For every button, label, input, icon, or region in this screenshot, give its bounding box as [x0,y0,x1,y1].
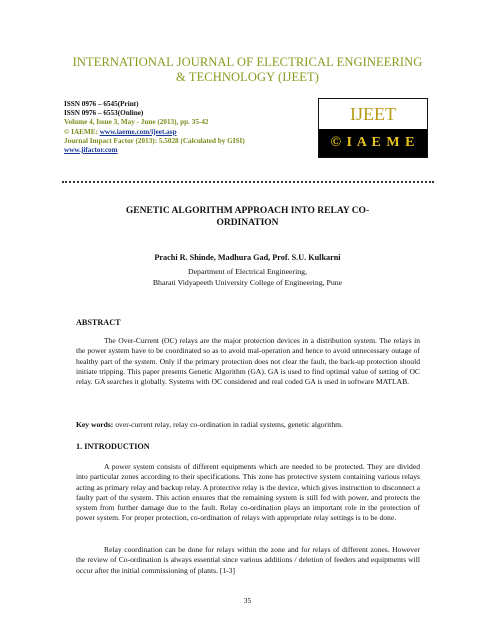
introduction-para2 [76,545,420,576]
journal-title-line2: & TECHNOLOGY (IJEET) [176,70,319,84]
introduction-para1 [76,462,420,524]
affiliation [60,267,435,288]
journal-title-line1: INTERNATIONAL JOURNAL OF ELECTRICAL ENGINEERING [72,55,423,69]
keywords [76,420,420,429]
jifactor-link[interactable]: www.jifactor.com [64,146,118,155]
keywords-text: over-current relay, relay co-ordination in radial systems, genetic algorithm. [113,420,343,429]
affiliation-line2: Bharati Vidyapeeth University College of Engineering, Pune [152,277,343,287]
volume-info: Volume 4, Issue 3, May - June (2013), pp. 35-42 [64,118,209,127]
iaeme-link[interactable]: www.iaeme.com/ijeet.asp [99,127,177,136]
logo-iaeme: © I A E M E [319,129,427,157]
authors: Prachi R. Shinde, Madhura Gad, Prof. S.U. Kulkarni [154,253,341,262]
introduction-para1-text: A power system consists of different equipments which are needed to be protected. They are divided into particular zones according to their specifications. This zone has protective system containing various relays acting as primary relay and backup relay. A protective relay is the device, which gives instruction to disconnect a faulty part of the system. This action ensures that the remaining system is still fed with power, and protects the system from further damage due to the fault. Relay co-ordination plays an important role in the protection of power system. For proper protection, co-ordination of relays with appropriate relay settings is to be done. [76,462,420,523]
page-number: 35 [243,596,252,605]
journal-title [40,55,455,85]
issn-print: ISSN 0976 – 6545(Print) [64,100,139,108]
iaeme-prefix: © IAEME: [64,127,100,136]
issn-online: ISSN 0976 – 6553(Online) [64,109,144,118]
abstract-heading: ABSTRACT [76,318,121,327]
journal-logo [318,98,428,158]
header-divider [62,181,434,183]
publication-info [64,100,245,155]
introduction-heading: 1. INTRODUCTION [76,442,150,451]
impact-factor: Journal Impact Factor (2013): 5.5028 (Calculated by GISI) [64,136,245,145]
affiliation-line1: Department of Electrical Engineering, [187,267,308,276]
iaeme-line [64,128,245,137]
abstract-text [76,336,420,387]
paper-title-line2: ORDINATION [216,218,279,228]
abstract-body: The Over-Current (OC) relays are the major protection devices in a distribution system. The relays in the power system have to be coordinated so as to avoid mal-operation and hence to avoid unnecessary outage of healthy part of the system. Only if the primary protection does not clear the fault, the back-up protection should initiate tripping. This paper presents Genetic Algorithm (GA). GA is used to find optimal value of setting of OC relay. GA searches it globally. Systems with OC considered and real coded GA is used in software MATLAB. [76,336,420,387]
paper-title [70,205,425,229]
paper-title-line1: GENETIC ALGORITHM APPROACH INTO RELAY CO- [125,206,370,216]
introduction-para2-text: Relay coordination can be done for relays within the zone and for relays of different zones. However the review of Co-ordination is always essential since various additions / deletion of feeders and equipments will occur after the initial commissioning of plants. [1-3] [76,545,420,575]
logo-ijeet: IJEET [350,104,396,124]
keywords-label: Key words: [76,420,114,429]
